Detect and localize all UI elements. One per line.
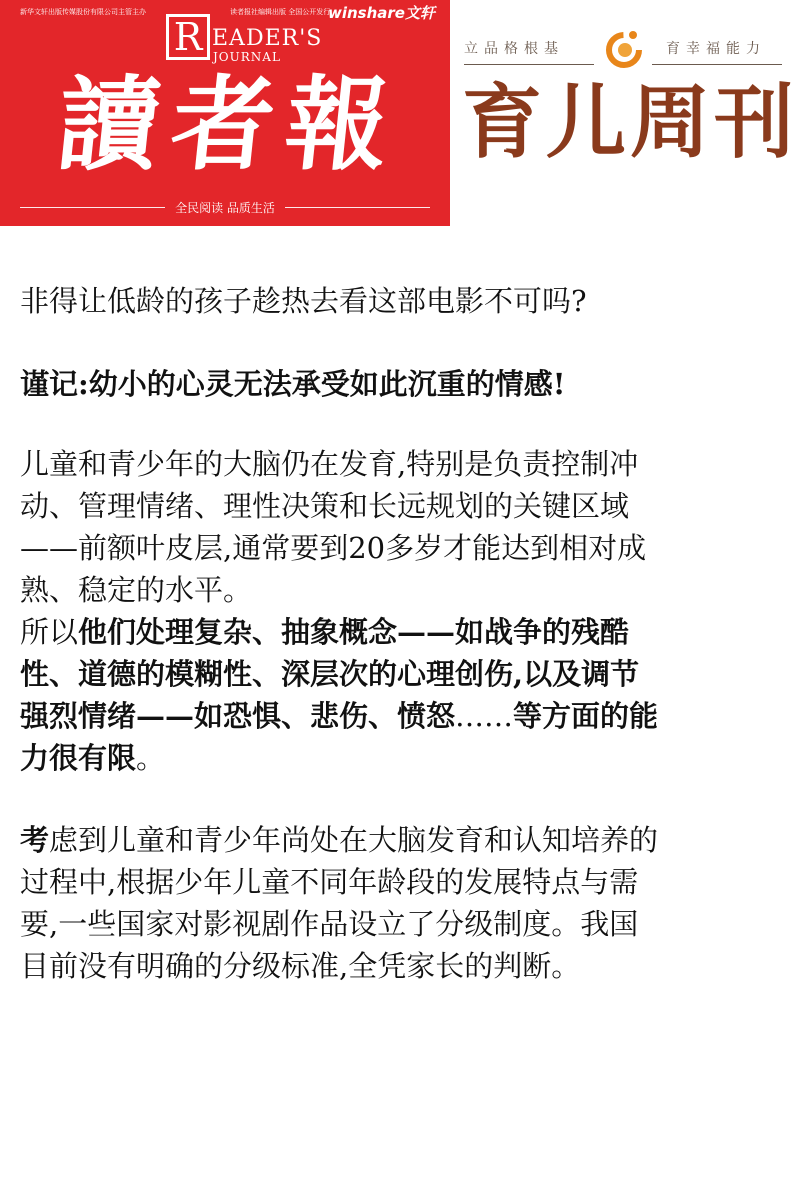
journal-english-name: JOURNAL [213,50,281,64]
readers-r-letter: R [173,15,203,59]
spacer [20,779,780,819]
readers-r-box [166,14,210,60]
question-line: 非得让低龄的孩子趁热去看这部电影不可吗? [20,284,587,318]
tagline-row [20,198,430,216]
motto-row [460,24,790,68]
text-bold: 考 [20,823,50,857]
article-heading: 谨记:幼小的心灵无法承受如此沉重的情感! [20,367,566,401]
paragraph-line [20,653,780,695]
text-normal: 所以 [20,615,79,649]
paragraph-brain-development [20,443,780,611]
winshare-logo: winshare文轩 [328,4,435,22]
article-body [20,280,780,987]
paragraph-line: 目前没有明确的分级标准,全凭家长的判断。 [20,949,581,983]
text-bold: 强烈情绪——如恐惧、悲伤、愤怒 [20,699,456,733]
paragraph-line: 熟、稳定的水平。 [20,573,253,607]
text-normal: 虑到儿童和青少年尚处在大脑发育和认知培养的 [49,823,659,857]
paragraph-line [20,695,780,737]
divider-left [20,207,165,208]
tagline: 全民阅读 品质生活 [175,200,275,215]
ellipsis: …… [455,699,514,733]
divider-right [285,207,430,208]
readers-english-name: EADER'S [212,26,323,51]
motto-left: 立品格根基 [464,41,564,57]
swirl-sun-icon [600,24,648,72]
paragraph-line: 儿童和青少年的大脑仍在发育,特别是负责控制冲 [20,447,639,481]
text-normal: 。 [136,741,166,775]
motto-underline-left [464,64,594,65]
paragraph-line: 要,一些国家对影视剧作品设立了分级制度。我国 [20,907,639,941]
text-bold: 性、道德的模糊性、深层次的心理创伤,以及调节 [20,657,640,691]
motto-right: 育幸福能力 [666,41,766,57]
text-bold: 力很有限 [20,741,137,775]
text-bold: 等方面的能 [513,699,659,733]
readers-calligraphy-title: 讀者報 [51,65,407,185]
paragraph-line: 动、管理情绪、理性决策和长远规划的关键区域 [20,489,630,523]
parenting-weekly-logo [460,0,800,228]
parenting-weekly-title: 育儿周刊 [462,76,798,169]
paragraph-line [20,737,780,779]
masthead [0,0,800,228]
text-bold: 他们处理复杂、抽象概念——如战争的残酷 [78,615,630,649]
readers-journal-logo [0,0,450,226]
paragraph-line [20,819,780,861]
spacer [20,405,780,443]
paragraph-line: ——前额叶皮层,通常要到20多岁才能达到相对成 [20,531,647,565]
paragraph-line: 过程中,根据少年儿童不同年龄段的发展特点与需 [20,865,639,899]
publisher-text-2: 读者报社编辑出版 全国公开发行 [230,8,331,16]
motto-underline-right [652,64,782,65]
paragraph-rating-system [20,819,780,987]
paragraph-limited-ability [20,611,780,779]
publisher-info-line [0,2,450,22]
publisher-text: 新华文轩出版传媒股份有限公司主管主办 [20,8,146,16]
paragraph-line [20,611,780,653]
